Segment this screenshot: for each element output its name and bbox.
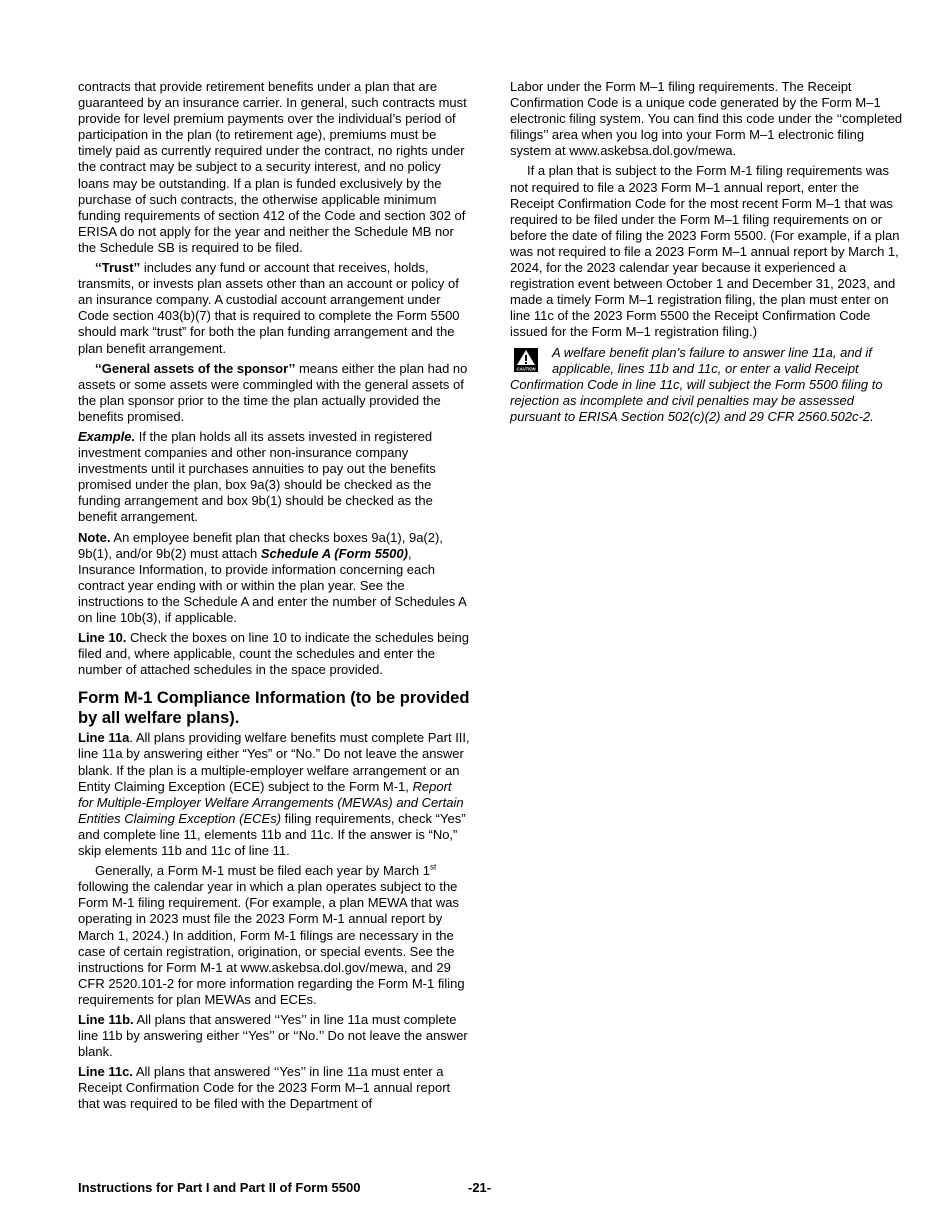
line-11c-lead: Line 11c.	[78, 1064, 133, 1080]
m1-deadline-text-a: Generally, a Form M-1 must be filed each year by March 1	[95, 863, 430, 879]
trust-text: includes any fund or account that receives, holds, transmits, or invests plan assets other than an account or policy of an insurance company. A custodial account arrangement under Code section 403(b)(7) that is required to complete the Form 5500 should mark “trust” for both the plan funding arrangement and the plan benefit arrangement.	[78, 260, 460, 356]
m1-filing-deadline-paragraph	[78, 863, 470, 1008]
general-assets-paragraph	[78, 361, 470, 425]
ordinal-suffix: st	[430, 862, 437, 872]
right-column	[510, 79, 906, 429]
line-11a-text-a: . All plans providing welfare benefits must complete Part III, line 11a by answering either “Yes” or “No.” Do not leave the answer blank. If the plan is a multiple-employer welfare arrangement or an Entity Claiming Exception (ECE) subject to the Form M-1,	[78, 730, 470, 794]
line-11c-text: All plans that answered ‘‘Yes’’ in line 11a must enter a Receipt Confirmation Code for the 2023 Form M–1 annual report that was required to be filed with the Department of	[78, 1064, 451, 1112]
trust-term: ‘‘Trust’’	[95, 260, 141, 276]
caution-paragraph	[510, 345, 906, 425]
receipt-code-paragraph: Labor under the Form M–1 filing requirements. The Receipt Confirmation Code is a unique code generated by the Form M–1 electronic filing system. You can find this code under the ‘‘completed filings’’ area when you log into your Form M–1 electronic filing system at www.askebsa.dol.gov/mewa.	[510, 79, 903, 159]
general-assets-text: means either the plan had no assets or some assets were commingled with the general assets of the plan sponsor prior to the time the plan actually provided the benefits promised.	[78, 360, 468, 424]
line-11b-text: All plans that answered ‘‘Yes’’ in line 11a must complete line 11b by answering either ‘‘Yes’’ or ‘‘No.’’ Do not leave the answer blank.	[78, 1011, 468, 1060]
line-10-paragraph	[78, 630, 470, 678]
trust-paragraph	[78, 260, 470, 357]
most-recent-m1-paragraph: If a plan that is subject to the Form M-1 filing requirements was not required to file a 2023 Form M–1 annual report, enter the Receipt Confirmation Code for the most recent Form M–1 that was required to be filed under the Form M–1 filing requirements on or before the date of filing the 2023 Form 5500. (For example, if a plan was not required to file a 2023 Form M–1 annual report by March 1, 2024, for the 2023 calendar year because it experienced a registration event between October 1 and December 31, 2023, and made a timely Form M–1 registration filing, the plan must enter on line 11c of the 2023 Form 5500 the Receipt Confirmation Code issued for the Form M–1 registration filing.)	[510, 163, 900, 340]
m1-deadline-text-b: following the calendar year in which a plan operates subject to the Form M-1 filing requirement. (For example, a plan MEWA that was operating in 2023 must file the 2023 Form M-1 annual report by March 1, 2024.) In addition, Form M-1 filings are necessary in the case of certain registration, origination, or special events. See the instructions for Form M-1 at www.askebsa.dol.gov/mewa, and 29 CFR 2520.101-2 for more information regarding the Form M-1 filing requirements for plan MEWAs and ECEs.	[78, 879, 465, 1007]
footer-document-title: Instructions for Part I and Part II of Form 5500	[78, 1180, 361, 1195]
schedule-a-reference: Schedule A (Form 5500)	[260, 545, 408, 561]
form-m1-title: Report for Multiple-Employer Welfare Arrangements (MEWAs) and Certain Entities Claiming Exception (ECEs)	[78, 778, 464, 826]
retirement-contracts-paragraph: contracts that provide retirement benefits under a plan that are guaranteed by an insurance carrier. In general, such contracts must provide for level premium payments over the individual’s period of participation in the plan (to retirement age), premiums must be timely paid as currently required under the contract, no rights under the contract may be subject to a security interest, and no policy loans may be outstanding. If a plan is funded exclusively by the purchase of such contracts, the otherwise applicable minimum funding requirements of section 412 of the Code and section 302 of ERISA do not apply for the year and neither the Schedule MB nor the Schedule SB is required to be filed.	[78, 79, 467, 255]
line-10-lead: Line 10.	[78, 630, 127, 646]
left-column	[78, 79, 470, 1117]
caution-label: CAUTION	[516, 366, 536, 371]
note-paragraph	[78, 530, 470, 627]
page-number: -21-	[468, 1180, 492, 1195]
example-text: If the plan holds all its assets invested in registered investment companies and other non-insurance company investments until it purchases annuities to pay out the benefits promised under the plan, box 9a(3) should be checked as the funding arrangement and box 9b(1) should be checked as the benefit arrangement.	[78, 428, 436, 525]
example-lead: Example.	[78, 428, 136, 444]
line-11a-text-b: filing requirements, check “Yes” and complete line 11, elements 11b and 11c. If the answer is “No,” skip elements 11b and 11c of line 11.	[78, 810, 466, 859]
caution-icon	[514, 348, 538, 372]
note-text-a: An employee benefit plan that checks boxes 9a(1), 9a(2), 9b(1), and/or 9b(2) must attach	[78, 529, 443, 561]
line-11a-lead: Line 11a	[78, 730, 130, 746]
example-paragraph	[78, 429, 470, 526]
m1-compliance-heading: Form M-1 Compliance Information (to be provided by all welfare plans).	[78, 689, 470, 728]
caution-text: A welfare benefit plan’s failure to answer line 11a, and if applicable, lines 11b and 11c, or enter a valid Receipt Confirmation Code in line 11c, will subject the Form 5500 filing to rejection as incomplete and civil penalties may be assessed pursuant to ERISA Section 502(c)(2) and 29 CFR 2560.502c-2.	[510, 344, 883, 424]
line-10-text: Check the boxes on line 10 to indicate the schedules being filed and, where applicable, count the schedules and enter the number of attached schedules in the space provided.	[78, 630, 469, 678]
general-assets-term: ‘‘General assets of the sponsor’’	[95, 360, 296, 376]
note-text-b: , Insurance Information, to provide information concerning each contract year ending with or within the plan year. See the instructions to the Schedule A and enter the number of Schedules A on line 10b(3), if applicable.	[78, 545, 467, 625]
line-11b-paragraph	[78, 1012, 470, 1060]
line-11a-paragraph	[78, 730, 470, 859]
note-lead: Note.	[78, 529, 111, 545]
line-11b-lead: Line 11b.	[78, 1011, 134, 1027]
line-11c-paragraph	[78, 1064, 470, 1112]
